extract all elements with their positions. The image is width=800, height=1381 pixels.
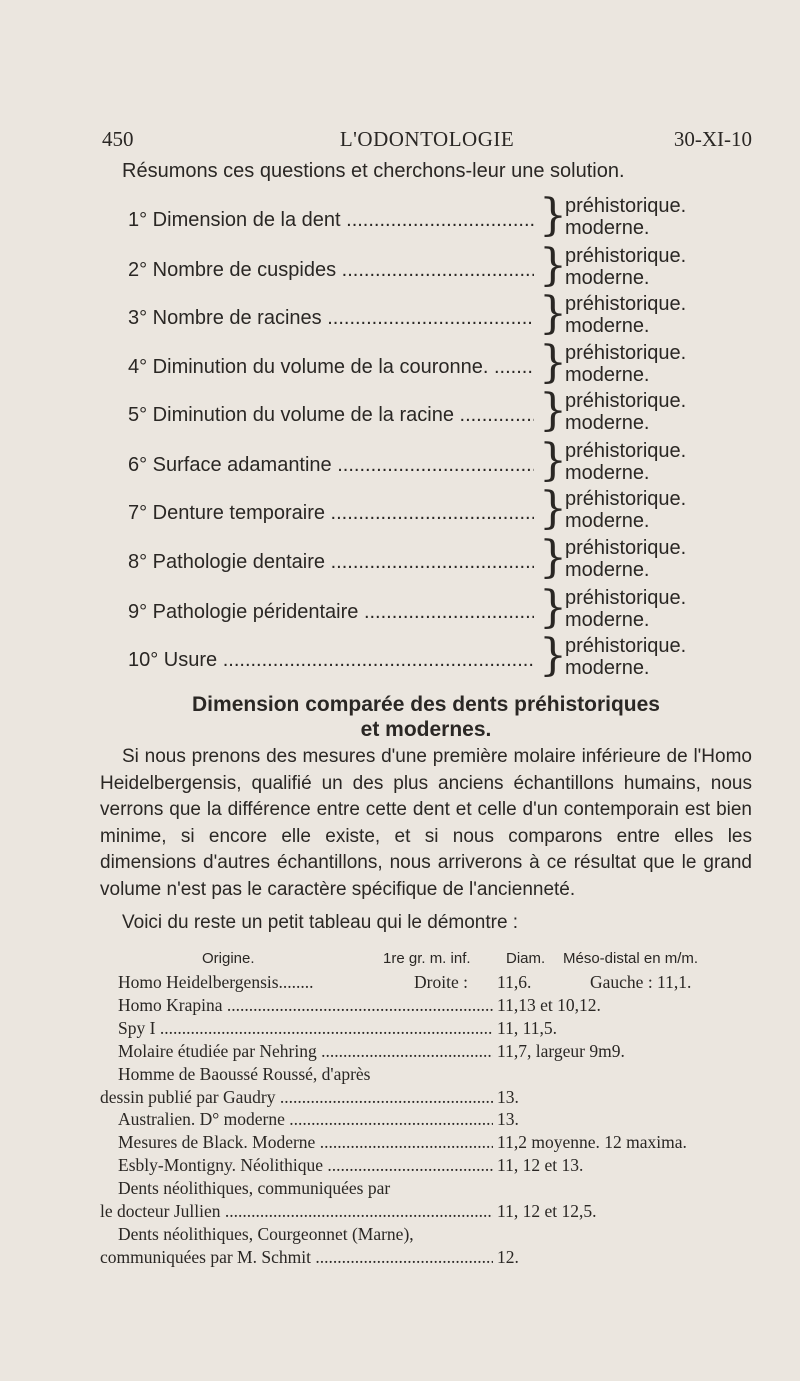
running-title: L'ODONTOLOGIE — [339, 127, 515, 151]
row-origin: Molaire étudiée par Nehring ..... — [118, 1041, 493, 1062]
question-label: 2° Nombre de cuspides ..... — [128, 259, 534, 282]
brace: } — [539, 337, 567, 388]
table-row — [100, 1247, 752, 1271]
brace: } — [539, 582, 567, 633]
paragraph-text: Si nous prenons des mesures d'une première molaire inférieure de l'Homo Heidelbergensis, qualifié un des plus anciens échantillons humains, nous verrons que la différence entre cette dent et celle d'un contemporain est bien minime, si encore elle existe, et si nous comparons entre elles les dimensions d'autres échantillons, nous arriverons à ce résultat que le grand volume n'est pas le caractère spécifique de l'ancienneté. — [100, 746, 752, 900]
option-prehistoric: préhistorique. — [565, 390, 687, 412]
row-value: 11, 12 et 13. — [497, 1155, 584, 1176]
row-origin: communiquées par M. Schmit ..... — [100, 1247, 493, 1268]
table-row — [100, 1224, 752, 1248]
option-modern: moderne. — [565, 267, 650, 289]
row-origin: Homo Krapina ..... — [118, 995, 493, 1016]
question-label: 9° Pathologie péridentaire ..... — [128, 601, 534, 624]
row-origin: Australien. D° moderne ..... — [118, 1109, 493, 1130]
row-value: 11,13 et 10,12. — [497, 994, 601, 1015]
option-prehistoric: préhistorique. — [565, 342, 687, 364]
option-prehistoric: préhistorique. — [565, 245, 687, 267]
question-item — [128, 532, 728, 585]
option-prehistoric: préhistorique. — [565, 587, 687, 609]
table-row — [100, 995, 752, 1019]
option-modern: moderne. — [565, 315, 650, 337]
question-item — [128, 630, 728, 683]
question-label: 7° Denture temporaire ..... — [128, 502, 534, 525]
question-item — [128, 337, 728, 390]
question-item — [128, 240, 728, 293]
brace: } — [539, 435, 567, 486]
body-paragraph — [100, 744, 752, 903]
question-label: 4° Diminution du volume de la couronne. ..... — [128, 356, 534, 379]
row-value: 11, 12 et 12,5. — [497, 1201, 597, 1221]
question-item — [128, 190, 728, 243]
row-value: 11,6. — [497, 972, 532, 992]
col-diam: Diam. — [506, 950, 546, 967]
option-modern: moderne. — [565, 412, 650, 434]
question-item — [128, 582, 728, 635]
option-modern: moderne. — [565, 559, 650, 581]
row-origin: Mesures de Black. Moderne ..... — [118, 1132, 493, 1153]
brace: } — [539, 240, 567, 291]
section-title-line-1: Dimension comparée des dents préhistoriques — [192, 693, 660, 716]
page-header — [102, 127, 752, 153]
row-origin: le docteur Jullien ..... — [100, 1201, 493, 1222]
row-value: 11, 11,5. — [497, 1017, 557, 1038]
question-label: 10° Usure ..... — [128, 649, 534, 672]
row-value: 11,7, largeur 9m9. — [497, 1040, 625, 1061]
question-label: 5° Diminution du volume de la racine ..... — [128, 404, 534, 427]
table-row — [100, 1178, 752, 1202]
issue-date: 30-XI-10 — [673, 127, 752, 151]
row-side-left: Gauche : 11,1. — [590, 972, 692, 992]
question-item — [128, 288, 728, 341]
col-meso: Méso-distal en m/m. — [563, 950, 699, 967]
intro-sentence: Résumons ces questions et cherchons-leur une solution. — [122, 160, 625, 182]
row-side-right: Droite : — [410, 972, 502, 993]
table-intro: Voici du reste un petit tableau qui le démontre : — [122, 912, 519, 933]
row-origin: Homme de Baoussé Roussé, d'après — [118, 1063, 371, 1084]
row-value: 11,2 moyenne. 12 maxima. — [497, 1132, 687, 1153]
question-label: 3° Nombre de racines ..... — [128, 307, 534, 330]
row-value: 13. — [497, 1109, 519, 1130]
question-label: 1° Dimension de la dent ..... — [128, 209, 534, 232]
row-origin: Dents néolithiques, communiquées par — [118, 1178, 391, 1199]
question-label: 8° Pathologie dentaire ..... — [128, 551, 534, 574]
option-prehistoric: préhistorique. — [565, 293, 687, 315]
table-row — [100, 1041, 752, 1065]
brace: } — [539, 190, 567, 241]
page-number: 450 — [102, 127, 134, 151]
brace: } — [539, 630, 567, 681]
option-modern: moderne. — [565, 364, 650, 386]
col-gr: 1re gr. m. inf. — [383, 950, 471, 967]
question-item — [128, 385, 728, 438]
table-row — [100, 1064, 752, 1088]
col-origine: Origine. — [202, 950, 255, 967]
table-row — [100, 972, 752, 996]
table-row — [100, 1109, 752, 1133]
question-label: 6° Surface adamantine ..... — [128, 454, 534, 477]
table-row — [100, 1087, 752, 1111]
row-value: 13. — [497, 1086, 519, 1107]
brace: } — [539, 483, 567, 534]
question-item — [128, 435, 728, 488]
row-origin: Homo Heidelbergensis........ — [118, 972, 314, 992]
option-modern: moderne. — [565, 657, 650, 679]
section-title-line-2: et modernes. — [360, 718, 492, 741]
option-prehistoric: préhistorique. — [565, 537, 687, 559]
option-prehistoric: préhistorique. — [565, 440, 687, 462]
row-origin: Spy I ..... — [118, 1018, 493, 1039]
row-origin: Esbly-Montigny. Néolithique ..... — [118, 1155, 493, 1176]
option-prehistoric: préhistorique. — [565, 635, 687, 657]
option-modern: moderne. — [565, 609, 650, 631]
section-title — [100, 692, 752, 742]
table-row — [100, 1132, 752, 1156]
table-row — [100, 1155, 752, 1179]
brace: } — [539, 532, 567, 583]
question-item — [128, 483, 728, 536]
table-row — [100, 1018, 752, 1042]
row-value: 12. — [497, 1246, 519, 1267]
option-prehistoric: préhistorique. — [565, 195, 687, 217]
option-prehistoric: préhistorique. — [565, 488, 687, 510]
option-modern: moderne. — [565, 217, 650, 239]
brace: } — [539, 288, 567, 339]
brace: } — [539, 385, 567, 436]
option-modern: moderne. — [565, 462, 650, 484]
option-modern: moderne. — [565, 510, 650, 532]
row-origin: dessin publié par Gaudry ..... — [100, 1087, 493, 1108]
row-origin: Dents néolithiques, Courgeonnet (Marne), — [118, 1223, 414, 1244]
table-row — [100, 1201, 752, 1225]
